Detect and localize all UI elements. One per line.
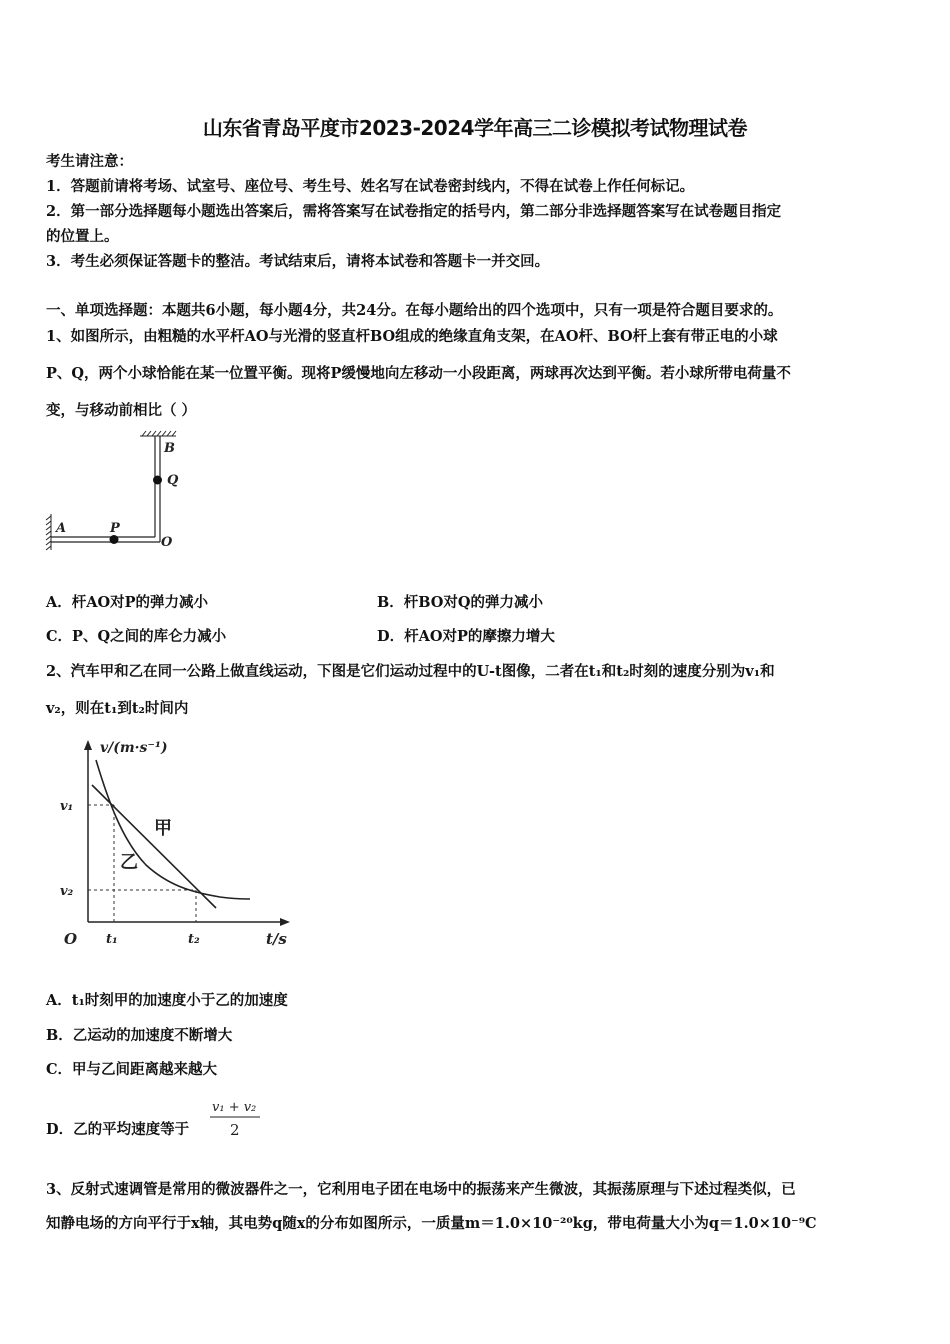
jia-label: 甲 [154, 818, 172, 839]
ball-q [153, 476, 162, 485]
notice-item: 的位置上。 [46, 228, 119, 245]
curve-yi [96, 760, 250, 899]
question-1-text: P、Q，两个小球恰能在某一位置平衡。现将P缓慢地向左移动一小段距离，两球再次达到平衡。若小球所带电荷量不 [46, 365, 791, 382]
v2-label: v₂ [60, 884, 74, 899]
wall-hatch [46, 514, 51, 550]
label-p: P [110, 521, 120, 536]
option-b[interactable]: B．杆BO对Q的弹力减小 [377, 594, 544, 611]
option-b[interactable]: B．乙运动的加速度不断增大 [46, 1027, 233, 1044]
t1-label: t₁ [106, 932, 118, 947]
y-axis-label: v/(m·s⁻¹) [100, 740, 168, 756]
label-b: B [164, 441, 175, 456]
notice-item: 3．考生必须保证答题卡的整洁。考试结束后，请将本试卷和答题卡一并交回。 [46, 253, 550, 270]
question-2-text: 2、汽车甲和乙在同一公路上做直线运动，下图是它们运动过程中的U-t图像，二者在t₁和t₂时刻的速度分别为v₁和 [46, 663, 775, 680]
v1-label: v₁ [60, 799, 74, 814]
page-title: 山东省青岛平度市2023-2024学年高三二诊模拟考试物理试卷 [202, 116, 748, 140]
question-1-text: 变，与移动前相比（ ） [46, 402, 197, 419]
question-3-text: 知静电场的方向平行于x轴，其电势q随x的分布如图所示，一质量m＝1.0×10⁻²⁰kg，带电荷量大小为q＝1.0×10⁻⁹C [46, 1215, 817, 1232]
x-axis-label: t/s [266, 930, 287, 948]
question-1-text: 1、如图所示，由粗糙的水平杆AO与光滑的竖直杆BO组成的绝缘直角支架，在AO杆、BO杆上套有带正电的小球 [46, 328, 778, 345]
question-2-text: v₂，则在t₁到t₂时间内 [46, 700, 189, 717]
option-a[interactable]: A．t₁时刻甲的加速度小于乙的加速度 [46, 992, 288, 1009]
label-a: A [56, 521, 67, 536]
label-q: Q [167, 473, 179, 488]
option-d[interactable]: D．杆AO对P的摩擦力增大 [377, 628, 555, 645]
option-c[interactable]: C．P、Q之间的库仑力减小 [46, 628, 227, 645]
ceiling-hatch [140, 431, 176, 436]
option-a[interactable]: A．杆AO对P的弹力减小 [46, 594, 209, 611]
question-2-figure [50, 730, 300, 950]
fraction-denominator: 2 [230, 1121, 240, 1139]
yi-label: 乙 [120, 852, 138, 873]
origin-label: O [64, 930, 78, 948]
fraction-numerator: v₁ + v₂ [212, 1100, 257, 1115]
ball-p [110, 535, 119, 544]
notice-item: 2．第一部分选择题每小题选出答案后，需将答案写在试卷指定的括号内，第二部分非选择题答案写在试卷题目指定 [46, 203, 782, 220]
question-3-text: 3、反射式速调管是常用的微波器件之一，它利用电子团在电场中的振荡来产生微波，其振荡原理与下述过程类似，已 [46, 1181, 796, 1198]
notice-item: 1．答题前请将考场、试室号、座位号、考生号、姓名写在试卷密封线内，不得在试卷上作任何标记。 [46, 178, 695, 195]
option-d[interactable]: D．乙的平均速度等于 [46, 1121, 190, 1138]
fraction-average-velocity [208, 1096, 264, 1140]
option-c[interactable]: C．甲与乙间距离越来越大 [46, 1061, 218, 1078]
t2-label: t₂ [188, 932, 200, 947]
question-1-figure [40, 428, 200, 553]
section-heading: 一、单项选择题：本题共6小题，每小题4分，共24分。在每小题给出的四个选项中，只有一项是符合题目要求的。 [46, 302, 783, 319]
label-o: O [161, 535, 173, 550]
notice-heading: 考生请注意： [46, 153, 133, 170]
